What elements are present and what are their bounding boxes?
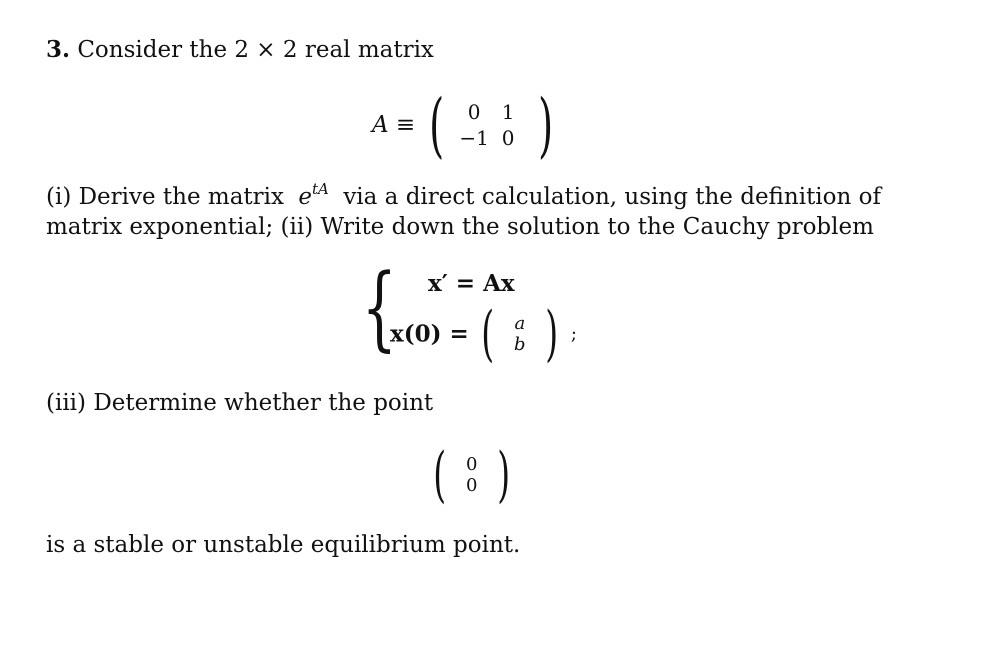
conclusion-line: is a stable or unstable equilibrium point. xyxy=(46,532,521,558)
exp-superscript: tA xyxy=(312,180,329,198)
system-brace: { xyxy=(361,254,397,361)
initial-vector xyxy=(507,313,533,355)
initial-condition-lhs: x(0) = xyxy=(390,320,469,348)
matrix-a-lhs: A ≡ xyxy=(372,112,416,138)
point-vector-equation xyxy=(428,440,515,510)
part1-line1 xyxy=(46,180,881,210)
part1-text-b: via a direct calculation, using the definition of xyxy=(343,184,881,210)
part1-text-a: (i) Derive the matrix xyxy=(46,184,284,210)
system-semicolon: ; xyxy=(570,323,577,345)
part1-line2: matrix exponential; (ii) Write down the solution to the Cauchy problem xyxy=(46,214,874,240)
matrix-entry: −1 xyxy=(459,126,489,150)
system-equation-1: x′ = Ax xyxy=(428,270,515,297)
part1-exponential xyxy=(298,180,329,210)
matrix-entry: 0 xyxy=(501,126,515,150)
matrix-a-entries xyxy=(457,100,525,150)
left-paren: ( xyxy=(428,84,444,166)
right-paren: ) xyxy=(497,440,511,510)
exp-base: e xyxy=(298,184,313,210)
problem-number: 3. xyxy=(46,36,71,63)
vector-entry: 0 xyxy=(466,454,478,475)
problem-intro-line xyxy=(46,36,434,63)
left-paren: ( xyxy=(433,440,447,510)
vector-entry: b xyxy=(514,334,526,355)
problem-intro-text: Consider the 2 × 2 real matrix xyxy=(77,37,434,63)
point-vector xyxy=(459,454,485,496)
matrix-entry: 1 xyxy=(501,100,515,124)
vector-entry: a xyxy=(514,313,526,334)
part3-line: (iii) Determine whether the point xyxy=(46,390,434,416)
matrix-a-equation xyxy=(372,84,560,166)
right-paren: ) xyxy=(545,299,559,369)
matrix-entry: 0 xyxy=(467,100,481,124)
system-equation-2 xyxy=(390,299,577,369)
right-paren: ) xyxy=(538,84,554,166)
vector-entry: 0 xyxy=(466,475,478,496)
left-paren: ( xyxy=(481,299,495,369)
